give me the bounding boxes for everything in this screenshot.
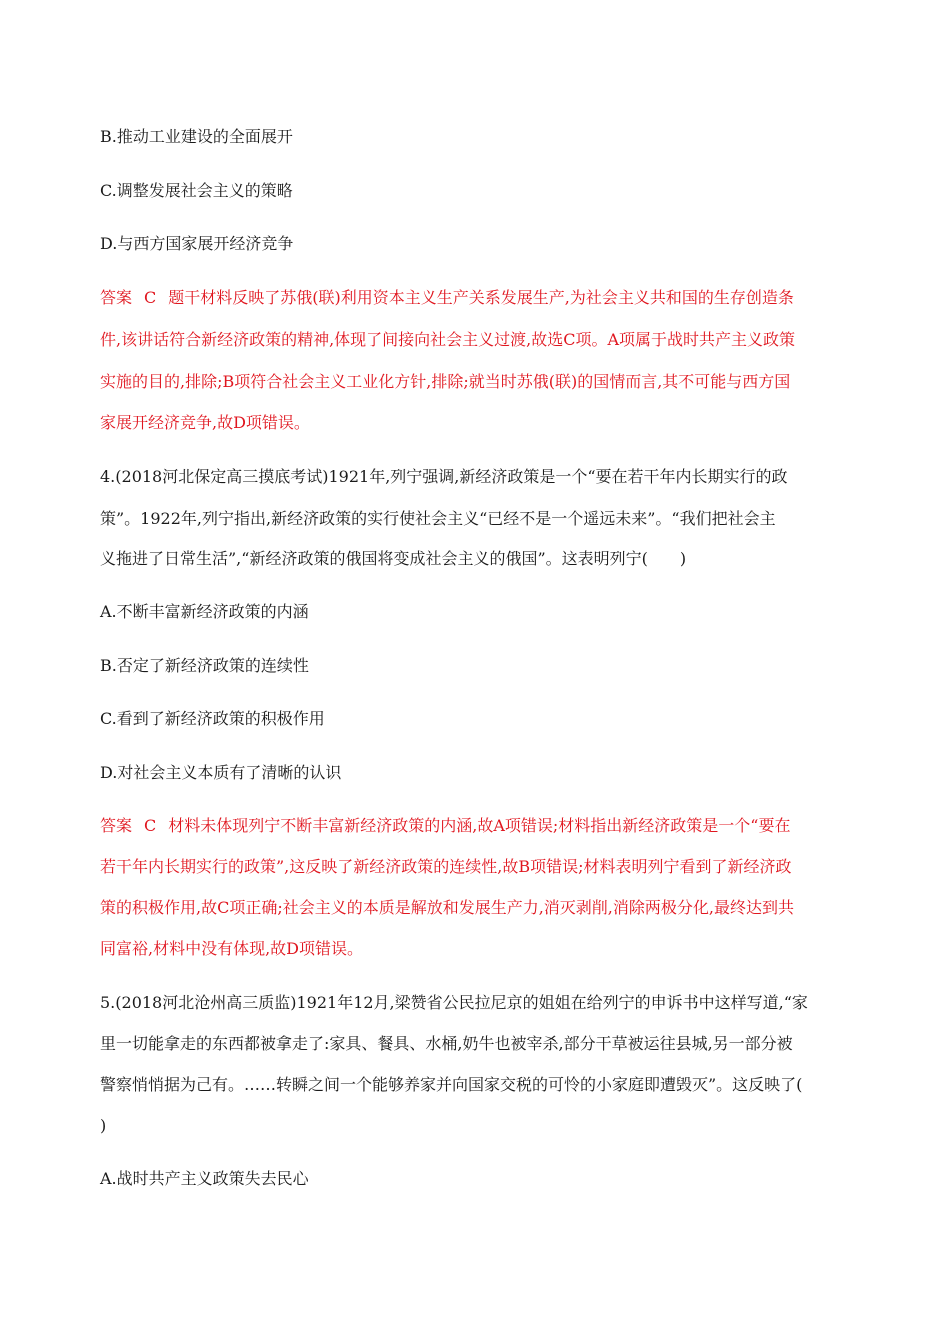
q4-option-d: D.对社会主义本质有了清晰的认识 [100,763,342,782]
q4-option-b: B.否定了新经济政策的连续性 [100,656,309,675]
q3-answer-line-3: 实施的目的,排除;B项符合社会主义工业化方针,排除;就当时苏俄(联)的国情而言,其不可能与西方国 [100,372,791,391]
q4-answer-line-4: 同富裕,材料中没有体现,故D项错误。 [100,939,364,958]
q4-answer-line-1 [100,816,790,836]
q3-option-d: D.与西方国家展开经济竞争 [100,234,294,253]
q4-option-c: C.看到了新经济政策的积极作用 [100,709,325,728]
answer-label: 答案 [100,288,133,307]
answer-letter: C [144,816,157,835]
q5-stem-line-2: 里一切能拿走的东西都被拿走了:家具、餐具、水桶,奶牛也被宰杀,部分干草被运往县城,另一部分被 [100,1034,793,1053]
answer-text: 材料未体现列宁不断丰富新经济政策的内涵,故A项错误;材料指出新经济政策是一个“要在 [168,816,791,835]
answer-letter: C [144,288,157,307]
q3-answer-line-2: 件,该讲话符合新经济政策的精神,体现了间接向社会主义过渡,故选C项。A项属于战时共产主义政策 [100,330,796,349]
q5-stem-line-4: ) [100,1116,107,1135]
answer-label: 答案 [100,816,133,835]
q5-option-a: A.战时共产主义政策失去民心 [100,1169,309,1188]
q4-option-a: A.不断丰富新经济政策的内涵 [100,602,309,621]
q3-answer-line-4: 家展开经济竞争,故D项错误。 [100,413,310,432]
q3-option-c: C.调整发展社会主义的策略 [100,181,293,200]
q4-answer-line-2: 若干年内长期实行的政策”,这反映了新经济政策的连续性,故B项错误;材料表明列宁看到了新经济政 [100,857,792,876]
q5-stem-line-3: 警察悄悄据为己有。……转瞬之间一个能够养家并向国家交税的可怜的小家庭即遭毁灭”。这反映了( [100,1075,803,1094]
q4-stem-line-3: 义拖进了日常生活”,“新经济政策的俄国将变成社会主义的俄国”。这表明列宁( ) [100,549,687,568]
q4-answer-line-3: 策的积极作用,故C项正确;社会主义的本质是解放和发展生产力,消灭剥削,消除两极分化,最终达到共 [100,898,794,917]
q3-answer-line-1 [100,288,794,308]
q3-option-b: B.推动工业建设的全面展开 [100,127,293,146]
q4-stem-line-2: 策”。1922年,列宁指出,新经济政策的实行使社会主义“已经不是一个遥远未来”。“我们把社会主 [100,509,776,528]
answer-text: 题干材料反映了苏俄(联)利用资本主义生产关系发展生产,为社会主义共和国的生存创造条 [168,288,794,307]
q5-stem-line-1: 5.(2018河北沧州高三质监)1921年12月,梁赞省公民拉尼京的姐姐在给列宁的申诉书中这样写道,“家 [100,993,808,1012]
q4-stem-line-1: 4.(2018河北保定高三摸底考试)1921年,列宁强调,新经济政策是一个“要在若干年内长期实行的政 [100,467,788,486]
